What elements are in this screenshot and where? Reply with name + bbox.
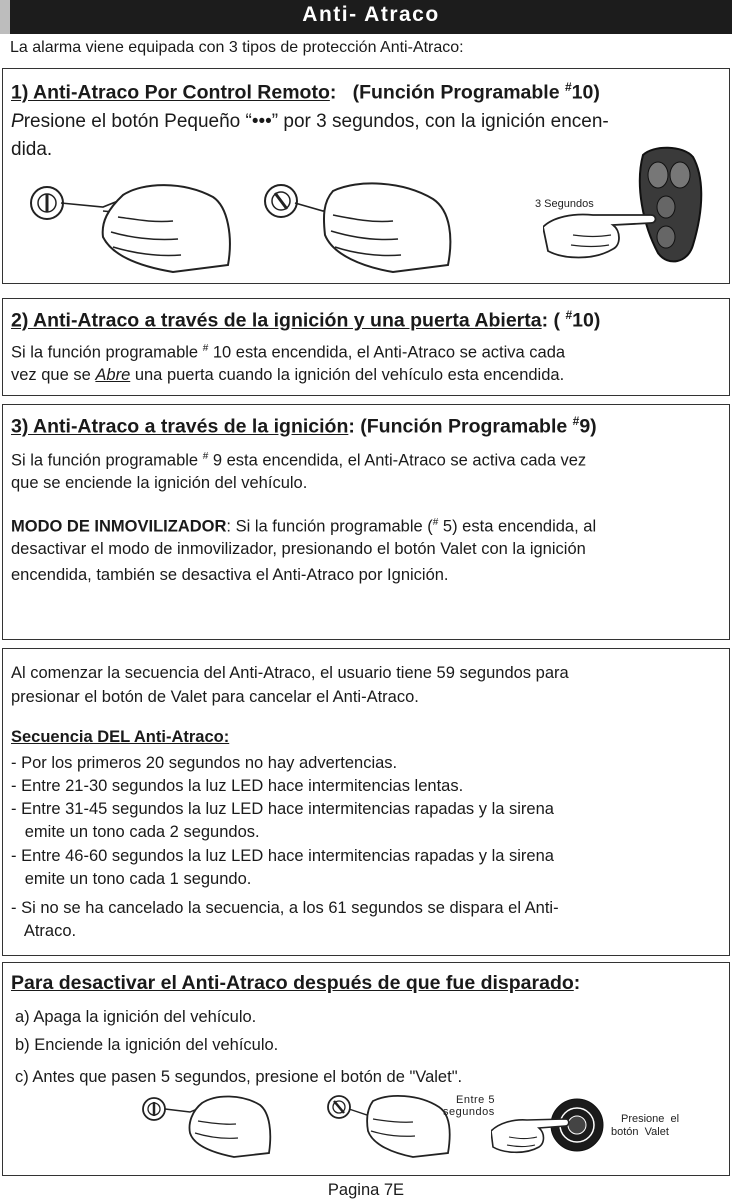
press-duration-caption: 3 Segundos [535, 198, 594, 210]
section3-body-line2: que se enciende la ignición del vehículo. [11, 474, 308, 492]
section1-body-line1: Presione el botón Pequeño “•••” por 3 segundos, con la ignición encen- [11, 111, 609, 132]
immobilizer-mode-label: MODO DE INMOVILIZADOR [11, 517, 227, 536]
valet-caption-line1: Presione el [621, 1113, 680, 1125]
sequence-item: emite un tono cada 2 segundos. [11, 823, 260, 841]
section-deactivate [2, 962, 730, 1176]
key-ignition-illustration-off [23, 177, 263, 277]
sequence-item: - Entre 21-30 segundos la luz LED hace intermitencias lentas. [11, 777, 464, 795]
section2-body-line1: Si la función programable # 10 esta encendida, el Anti-Atraco se activa cada [11, 343, 566, 362]
section-ignition-door [2, 298, 730, 396]
section2-heading: 2) Anti-Atraco a través de la ignición y una puerta Abierta: ( #10) [11, 308, 601, 332]
sequence-item: - Por los primeros 20 segundos no hay advertencias. [11, 754, 398, 772]
time-caption-line2: segundos [443, 1106, 495, 1118]
deactivate-step-a: a) Apaga la ignición del vehículo. [15, 1008, 257, 1026]
section1-body-line2: dida. [11, 139, 53, 160]
valet-button-press-illustration [491, 1095, 611, 1161]
header-bar [0, 0, 732, 34]
page-title: Anti- Atraco [302, 3, 440, 26]
key-ignition-illustration-on [253, 177, 493, 277]
sequence-item: - Entre 31-45 segundos la luz LED hace intermitencias rapadas y la sirena [11, 800, 554, 818]
section3-heading: 3) Anti-Atraco a través de la ignición: (Función Programable #9) [11, 414, 597, 438]
section-ignition [2, 404, 730, 640]
key-ignition-illustration-on [321, 1091, 471, 1159]
section-remote-control [2, 68, 730, 284]
page-number: Pagina 7E [327, 1181, 405, 1199]
section1-heading: 1) Anti-Atraco Por Control Remoto: (Función Programable #10) [11, 80, 600, 104]
intro-text: La alarma viene equipada con 3 tipos de protección Anti-Atraco: [10, 39, 464, 56]
deactivate-step-b: b) Enciende la ignición del vehículo. [15, 1036, 279, 1054]
valet-caption-line2: botón Valet [611, 1126, 669, 1138]
key-ignition-illustration-off [138, 1091, 288, 1159]
immobilizer-mode-line3: encendida, también se desactiva el Anti-Atraco por Ignición. [11, 566, 449, 584]
section3-body-line1: Si la función programable # 9 esta encendida, el Anti-Atraco se activa cada vez [11, 451, 587, 470]
time-caption-line1: Entre 5 [456, 1094, 495, 1106]
section2-body-line2: vez que se Abre una puerta cuando la ignición del vehículo esta encendida. [11, 366, 565, 384]
section-sequence [2, 648, 730, 956]
sequence-item: - Entre 46-60 segundos la luz LED hace intermitencias rapadas y la sirena [11, 847, 554, 865]
sequence-intro-line2: presionar el botón de Valet para cancelar el Anti-Atraco. [11, 688, 419, 706]
immobilizer-mode-line2: desactivar el modo de inmovilizador, presionando el botón Valet con la ignición [11, 540, 586, 558]
immobilizer-mode-line1: MODO DE INMOVILIZADOR: Si la función programable (# 5) esta encendida, al [11, 517, 597, 536]
sequence-item: - Si no se ha cancelado la secuencia, a los 61 segundos se dispara el Anti- [11, 899, 559, 917]
deactivate-step-c: c) Antes que pasen 5 segundos, presione el botón de "Valet". [15, 1068, 463, 1086]
sequence-title: Secuencia DEL Anti-Atraco: [11, 728, 230, 746]
sequence-intro-line1: Al comenzar la secuencia del Anti-Atraco, el usuario tiene 59 segundos para [11, 664, 569, 682]
section5-heading: Para desactivar el Anti-Atraco después de que fue disparado: [11, 972, 581, 994]
sequence-item: Atraco. [11, 922, 77, 940]
sequence-item: emite un tono cada 1 segundo. [11, 870, 252, 888]
remote-press-illustration [543, 145, 723, 275]
